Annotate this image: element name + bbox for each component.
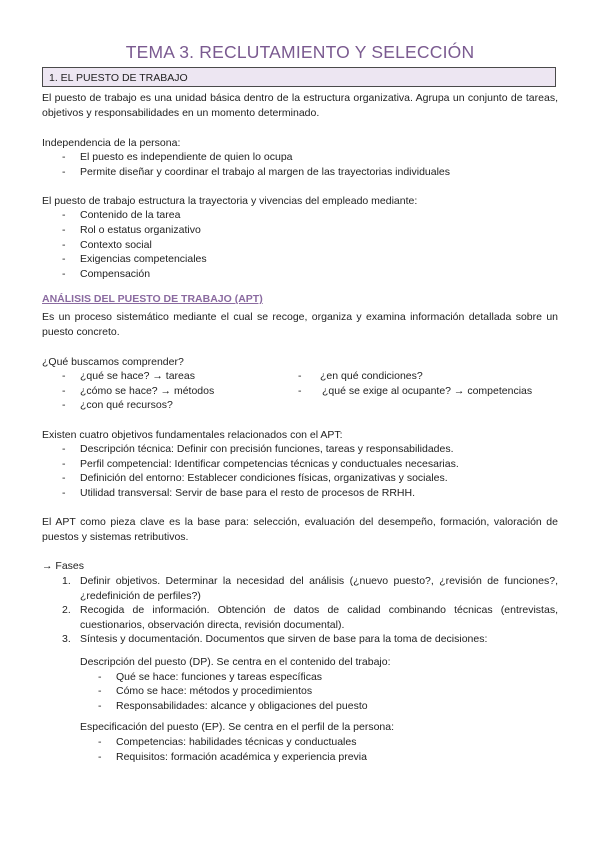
apt-intro-paragraph: Es un proceso sistemático mediante el cual se recoge, organiza y examina información detallada sobre un puesto concreto. <box>42 311 558 338</box>
bullet-dash: - <box>62 166 66 178</box>
estructura-label: El puesto de trabajo estructura la trayectoria y vivencias del empleado mediante: <box>42 195 418 207</box>
phase-item: Definir objetivos. Determinar la necesidad del análisis (¿nuevo puesto?, ¿revisión de funciones?, ¿redefinición de perfiles?) <box>80 575 558 602</box>
phase-item: Recogida de información. Obtención de datos de calidad combinando técnicas (entrevistas, cuestionarios, observación directa, revisión documental). <box>80 604 558 631</box>
list-item: ¿qué se hace? → tareas <box>80 370 195 382</box>
dp-label: Descripción del puesto (DP). Se centra en el contenido del trabajo: <box>80 656 391 668</box>
bullet-dash: - <box>298 385 302 397</box>
bullet-dash: - <box>98 736 102 748</box>
list-item: Responsabilidades: alcance y obligaciones del puesto <box>116 700 368 712</box>
bullet-dash: - <box>98 671 102 683</box>
bullet-dash: - <box>62 268 66 280</box>
list-item: Perfil competencial: Identificar competencias técnicas y conductuales necesarias. <box>80 458 459 470</box>
list-item: ¿qué se exige al ocupante? → competencias <box>322 385 533 397</box>
bullet-dash: - <box>98 685 102 697</box>
list-item: Contexto social <box>80 239 152 251</box>
bullet-dash: - <box>62 370 66 382</box>
bullet-dash: - <box>62 458 66 470</box>
bullet-dash: - <box>62 443 66 455</box>
comprender-label: ¿Qué buscamos comprender? <box>42 356 184 368</box>
objetivos-label: Existen cuatro objetivos fundamentales relacionados con el APT: <box>42 429 343 441</box>
list-item: Requisitos: formación académica y experiencia previa <box>116 751 367 763</box>
pieza-clave-paragraph: El APT como pieza clave es la base para: selección, evaluación del desempeño, formación, valoración de puestos y sistemas retributivos. <box>42 516 558 543</box>
list-item: Contenido de la tarea <box>80 209 181 221</box>
bullet-dash: - <box>62 385 66 397</box>
bullet-dash: - <box>298 370 302 382</box>
bullet-dash: - <box>62 253 66 265</box>
list-item: Competencias: habilidades técnicas y conductuales <box>116 736 357 748</box>
fases-label: → Fases <box>42 560 85 572</box>
ep-label: Especificación del puesto (EP). Se centra en el perfil de la persona: <box>80 721 395 733</box>
section-heading-box: 1. EL PUESTO DE TRABAJO <box>42 67 556 87</box>
list-item: ¿cómo se hace? → métodos <box>80 385 215 397</box>
list-item: Utilidad transversal: Servir de base para el resto de procesos de RRHH. <box>80 487 415 499</box>
bullet-dash: - <box>62 209 66 221</box>
bullet-dash: - <box>62 472 66 484</box>
phase-number: 1. <box>62 575 71 587</box>
independencia-label: Independencia de la persona: <box>42 137 181 149</box>
list-item: Cómo se hace: métodos y procedimientos <box>116 685 313 697</box>
apt-heading: ANÁLISIS DEL PUESTO DE TRABAJO (APT) <box>42 293 263 305</box>
bullet-dash: - <box>62 399 66 411</box>
bullet-dash: - <box>62 224 66 236</box>
bullet-dash: - <box>98 751 102 763</box>
list-item: Descripción técnica: Definir con precisión funciones, tareas y responsabilidades. <box>80 443 454 455</box>
list-item: Definición del entorno: Establecer condiciones físicas, organizativas y sociales. <box>80 472 448 484</box>
intro-paragraph: El puesto de trabajo es una unidad básica dentro de la estructura organizativa. Agrupa un conjunto de tareas, objetivos y responsabilidades en un momento determinado. <box>42 92 558 119</box>
list-item: Compensación <box>80 268 151 280</box>
list-item: ¿en qué condiciones? <box>320 370 423 382</box>
phase-number: 3. <box>62 633 71 645</box>
bullet-dash: - <box>62 239 66 251</box>
list-item: ¿con qué recursos? <box>80 399 173 411</box>
bullet-dash: - <box>62 487 66 499</box>
list-item: Permite diseñar y coordinar el trabajo al margen de las trayectorias individuales <box>80 166 451 178</box>
page-title: TEMA 3. RECLUTAMIENTO Y SELECCIÓN <box>125 42 475 62</box>
bullet-dash: - <box>62 151 66 163</box>
list-item: Qué se hace: funciones y tareas específicas <box>116 671 323 683</box>
phase-number: 2. <box>62 604 71 616</box>
list-item: Rol o estatus organizativo <box>80 224 201 236</box>
list-item: El puesto es independiente de quien lo ocupa <box>80 151 293 163</box>
list-item: Exigencias competenciales <box>80 253 207 265</box>
phase-item: Síntesis y documentación. Documentos que sirven de base para la toma de decisiones: <box>80 633 488 645</box>
bullet-dash: - <box>98 700 102 712</box>
